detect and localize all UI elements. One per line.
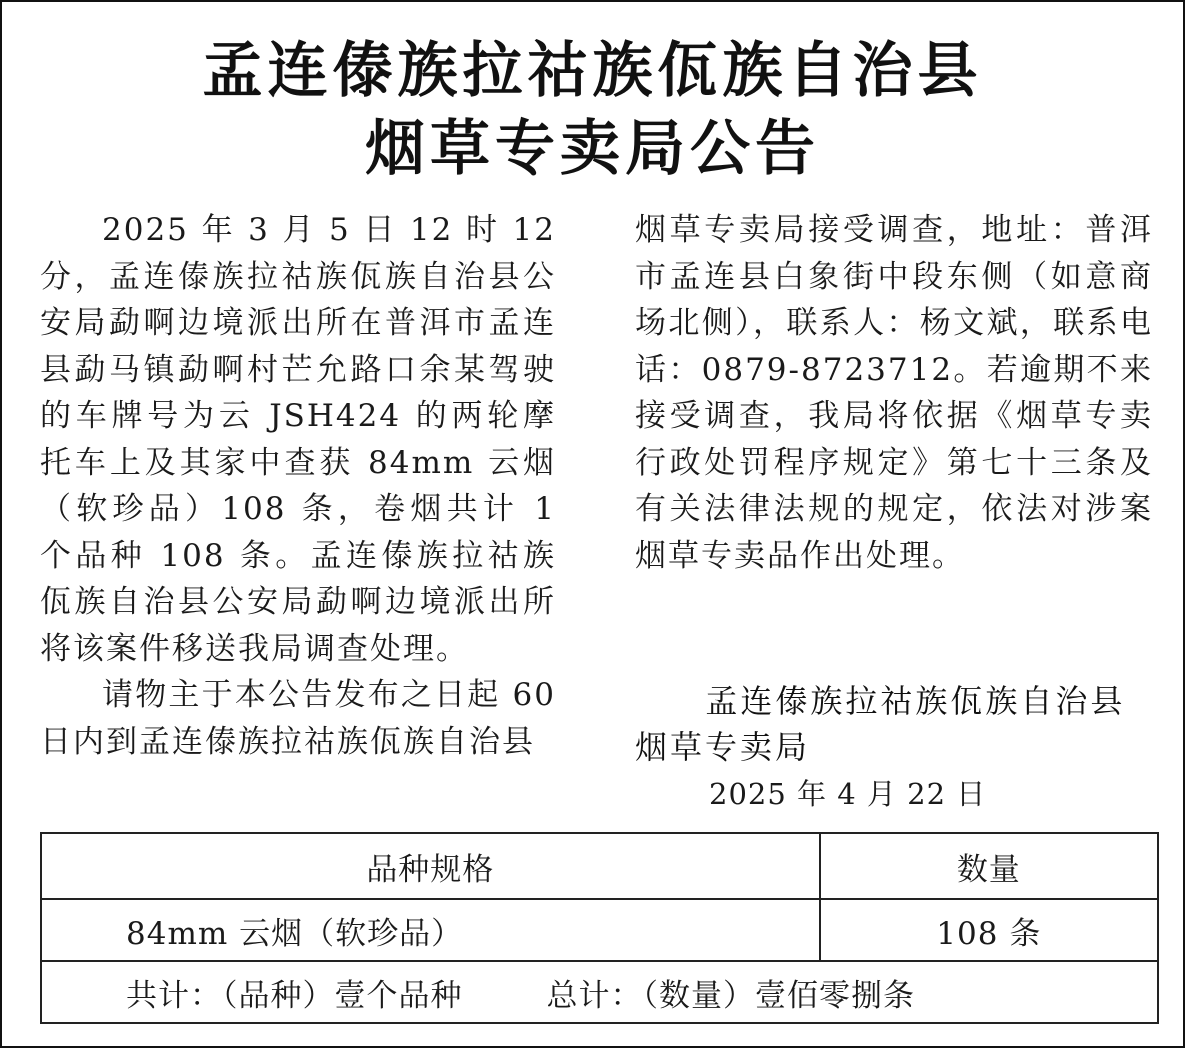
item-variety-spec: 84mm 云烟（软珍品） [41,899,820,961]
table-header-row [41,833,1158,899]
table-row [41,899,1158,961]
header-quantity: 数量 [820,833,1158,899]
notice-title-line2: 烟草专卖局公告 [365,114,820,184]
header-variety-spec: 品种规格 [41,833,820,899]
body-column-left [40,207,556,765]
seized-items-table [40,832,1159,1024]
notice-title-line1: 孟连傣族拉祜族佤族自治县 [202,36,983,106]
issue-date: 2025 年 4 月 22 日 [709,777,987,811]
body-column-right [635,207,1153,579]
issuer-name: 孟连傣族拉祜族佤族自治县烟草专卖局 [635,682,1126,766]
body-paragraph-1: 2025 年 3 月 5 日 12 时 12 分，孟连傣族拉祜族佤族自治县公安局勐啊边境派出所在普洱市孟连县勐马镇勐啊村芒允路口余某驾驶的车牌号为云 JSH424 的两轮摩托车上及其家中查获 84mm 云烟（软珍品）108 条，卷烟共计 1 个品种 108 条。孟连傣族拉祜族佤族自治县公安局勐啊边境派出所将该案件移送我局调查处理。 [40,212,556,667]
total-cell [41,961,1158,1023]
body-paragraph-2-continued: 烟草专卖局接受调查，地址：普洱市孟连县白象街中段东侧（如意商场北侧），联系人：杨文斌，联系电话：0879-8723712。若逾期不来接受调查，我局将依据《烟草专卖行政处罚程序规定》第七十三条及有关法律法规的规定，依法对涉案烟草专卖品作出处理。 [635,212,1153,574]
table-total-row [41,961,1158,1023]
body-paragraph-2: 请物主于本公告发布之日起 60 日内到孟连傣族拉祜族佤族自治县 [40,677,556,760]
item-quantity: 108 条 [820,899,1158,961]
total-quantity: 总计：（数量）壹佰零捌条 [546,977,915,1014]
total-varieties: 共计：（品种）壹个品种 [126,977,463,1014]
